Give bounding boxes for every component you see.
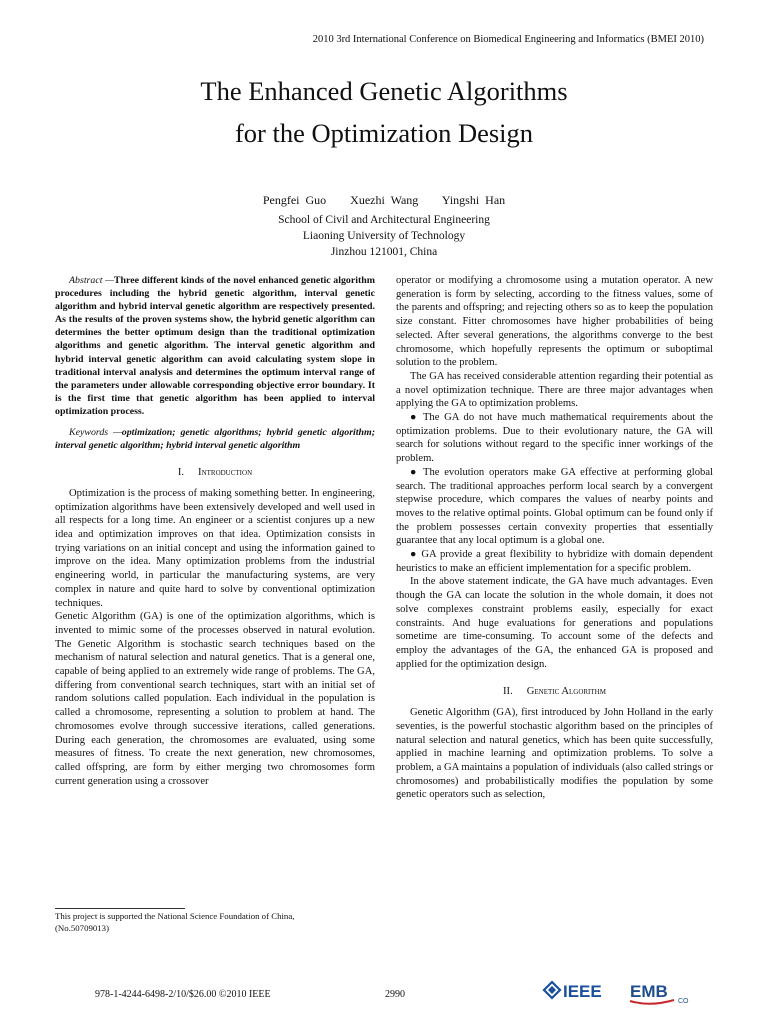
ga-paragraph-1: Genetic Algorithm (GA), first introduced by John Holland in the early seventies, is the powerful stochastic algorithm based on the principles of natural selection and natural genetics, which has been quite successfully, applied in machine learning and optimization problems. To solve a problem, a GA maintains a population of individuals (also called strings or chromosomes) and probabilistically modifies the population by some genetic operators such as selection, [396,707,713,801]
section-1-heading [55,466,375,480]
keywords [55,426,375,452]
page-number: 2990 [385,989,405,1000]
abstract [55,274,375,418]
title-line-1: The Enhanced Genetic Algorithms [200,76,568,106]
abstract-label: Abstract — [69,275,114,286]
footnote-line-1: This project is supported the National Science Foundation of China, [55,911,295,921]
right-paragraph-3: In the above statement indicate, the GA have much advantages. Even though the GA can locate the solution in the whole domain, it does not solve complexes constraint problems easily, especially for exact constraints. And huge evaluations for generations and populations sometime are time-consuming. To account some of the defects and employ the advantages of the GA, the enhanced GA is proposed and applied for the optimization design. [396,576,713,670]
section-1-number: I. [177,467,185,479]
advantage-bullet-1: ● The GA do not have much mathematical requirements about the optimization problems. Due to their evolutionary nature, the GA will search for solutions without regard to the specific inner workings of the problem. [396,412,713,465]
section-2-title: Genetic Algorithm [526,686,606,698]
footnote-rule [55,908,185,909]
section-2-number: II. [503,686,513,698]
right-paragraph-2: The GA has received considerable attention regarding their potential as a novel optimization technique. There are three major advantages when applying the GA to optimization problems. [396,370,713,410]
intro-paragraph-2: Genetic Algorithm (GA) is one of the optimization algorithms, which is invented to mimic some of the processes observed in natural evolution. The Genetic Algorithm is stochastic search techniques based on the mechanism of natural selection and natural genetics. That is a general one, capable of being applied to an extremely wide range of problems. The GA, differing from conventional search techniques, start with an initial set of random solutions called population. Each individual in the population is called a chromosome, representing a solution to problem at hand. The chromosomes evolve through successive iterations, called generations. During each generation, the chromosomes are evaluated, using some measures of fitness. To create the next generation, new chromosomes, called offspring, are form by either merging two chromosomes form current generation using a crossover [55,611,375,787]
section-1-title: Introduction [198,467,253,479]
keywords-text: optimization; genetic algorithms; hybrid genetic algorithm; interval genetic algorithm; hybrid interval genetic algorithm [55,427,375,452]
ieee-logo-text: IEEE [563,982,602,1001]
emb-logo-text: EMB [630,982,668,1001]
isbn-copyright: 978-1-4244-6498-2/10/$26.00 ©2010 IEEE [95,989,271,1000]
emb-logo-subtext: CO [678,998,689,1005]
ieee-diamond-icon [544,982,560,998]
title-line-2: for the Optimization Design [234,118,534,148]
right-paragraph-1: operator or modifying a chromosome using a mutation operator. A new generation is form by selecting, according to the fitness values, some of the parents and offspring; and rejecting others so as to keep the population size constant. Fitter chromosomes have higher probabilities of being selected. After several generations, the algorithms converge to the best chromosome, which hopefully represents the optimum or suboptimal solution to the problem. [396,275,713,369]
conference-header: 2010 3rd International Conference on Biomedical Engineering and Informatics (BMEI 2010) [312,34,704,45]
advantage-bullet-2: ● The evolution operators make GA effective at performing global search. The traditional approaches perform local search by a convergent stepwise procedure, which compares the values of nearby points and moves to the relative optimal points. Global optimum can be found only if the problem possesses certain convexity properties that essentially guarantee that any local optimum is a global one. [396,466,713,547]
authors: Pengfei Guo Xuezhi Wang Yingshi Han [262,193,506,207]
intro-paragraph-1: Optimization is the process of making something better. In engineering, optimization algorithms have been extensively developed and well used in all respects for a long time. An engineer or a scientist conjures up a new idea and optimization improves on that idea. Optimization consists in trying variations on an initial concept and using the information gained to improve on the idea. Many optimization problems from the industrial engineering world, in particular the manufacturing systems, are very complex in nature and quite hard to solve by conventional optimization techniques. [55,487,375,609]
affiliation-line-2: Liaoning University of Technology [302,230,466,242]
left-column [55,274,375,788]
publisher-logos [540,978,710,1010]
footnote-line-2: (No.50709013) [55,922,109,933]
footnote [55,911,375,934]
right-column [396,274,713,802]
section-2-heading [396,685,713,699]
advantage-bullet-3: ● GA provide a great flexibility to hybridize with domain dependent heuristics to make an efficient implementation for a specific problem. [396,549,713,574]
paper-title [0,70,768,154]
affiliation-line-3: Jinzhou 121001, China [330,246,438,258]
keywords-label: Keywords — [69,427,122,439]
affiliation-line-1: School of Civil and Architectural Engineering [278,214,490,226]
abstract-text: Three different kinds of the novel enhanced genetic algorithm procedures including the hybrid genetic algorithm, interval genetic algorithm and hybrid interval genetic algorithm are respectively presented. As the results of the proven systems show, the hybrid genetic algorithm can determines the better optimum design than the traditional optimization algorithms and genetic algorithm. The interval genetic algorithm and hybrid interval genetic algorithm can avoid calculating system slope in traditional interval analysis and determines the optimum interval range of the parameters under allowable corresponding objective error boundary. It is the first time that genetic algorithm has been applied to interval optimization process. [55,275,375,417]
affiliation [0,212,768,260]
